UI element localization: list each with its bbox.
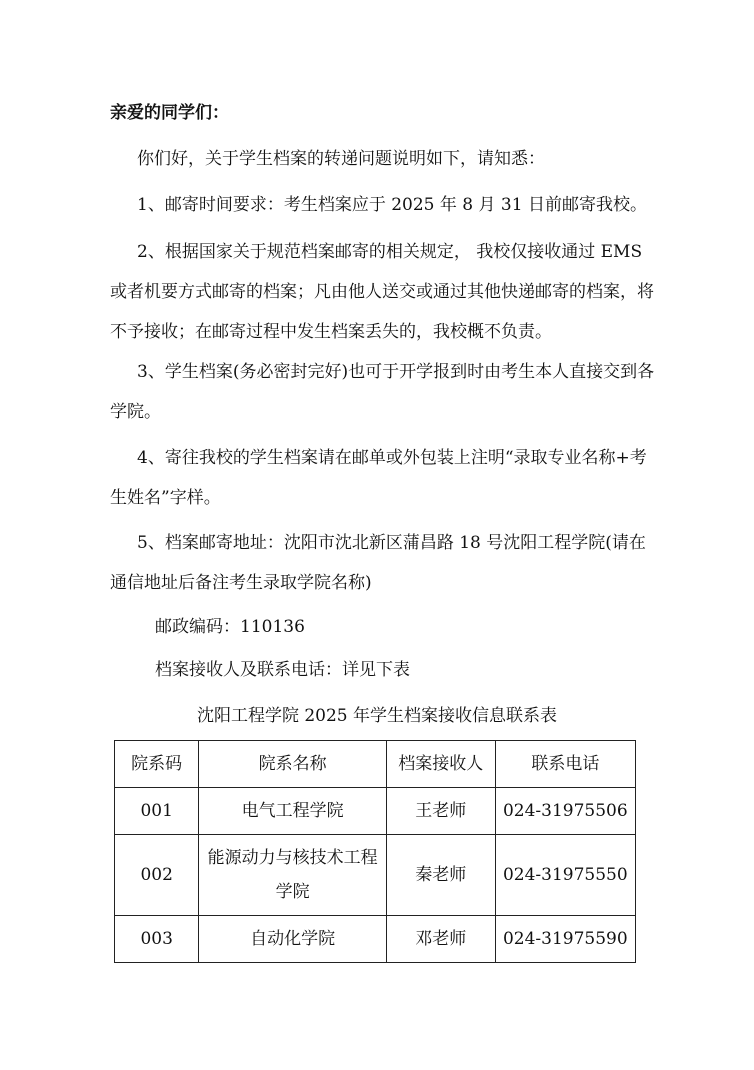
cell-dept-name: 电气工程学院 — [199, 788, 387, 835]
cell-phone: 024-31975506 — [495, 788, 635, 835]
intro-paragraph: 你们好，关于学生档案的转递问题说明如下，请知悉： — [137, 149, 545, 169]
cell-dept-code: 001 — [115, 788, 199, 835]
item-1-mailing-deadline: 1、邮寄时间要求：考生档案应于 2025 年 8 月 31 日前邮寄我校。 — [137, 195, 647, 215]
cell-dept-name: 能源动力与核技术工程学院 — [199, 835, 387, 916]
item-3-hand-delivery: 3、学生档案(务必密封完好)也可于开学报到时由考生本人直接交到各学院。 — [110, 362, 655, 422]
cell-phone: 024-31975550 — [495, 835, 635, 916]
cell-phone: 024-31975590 — [495, 916, 635, 963]
item-5-mailing-address: 5、档案邮寄地址：沈阳市沈北新区蒲昌路 18 号沈阳工程学院(请在通信地址后备注考生录取学院名称) — [110, 533, 646, 593]
table-header-row — [115, 741, 636, 788]
greeting: 亲爱的同学们： — [110, 103, 229, 123]
postal-code: 邮政编码：110136 — [155, 617, 305, 637]
contact-table — [114, 740, 636, 963]
header-dept-code: 院系码 — [115, 741, 199, 788]
table-title: 沈阳工程学院 2025 年学生档案接收信息联系表 — [196, 706, 558, 726]
cell-dept-code: 003 — [115, 916, 199, 963]
table-row — [115, 916, 636, 963]
table-row — [115, 788, 636, 835]
cell-dept-name: 自动化学院 — [199, 916, 387, 963]
header-dept-name: 院系名称 — [199, 741, 387, 788]
item-2-mailing-rules: 2、根据国家关于规范档案邮寄的相关规定， 我校仅接收通过 EMS 或者机要方式邮寄的档案；凡由他人送交或通过其他快递邮寄的档案，将不予接收；在邮寄过程中发生档案丢失的，我校概不负责。 — [110, 242, 654, 342]
item-4-label-requirement: 4、寄往我校的学生档案请在邮单或外包装上注明“录取专业名称+考生姓名”字样。 — [110, 448, 647, 508]
header-receiver: 档案接收人 — [386, 741, 495, 788]
cell-receiver: 邓老师 — [386, 916, 495, 963]
cell-dept-code: 002 — [115, 835, 199, 916]
cell-receiver: 秦老师 — [386, 835, 495, 916]
header-phone: 联系电话 — [495, 741, 635, 788]
table-row — [115, 835, 636, 916]
cell-receiver: 王老师 — [386, 788, 495, 835]
receiver-note: 档案接收人及联系电话：详见下表 — [155, 660, 410, 680]
